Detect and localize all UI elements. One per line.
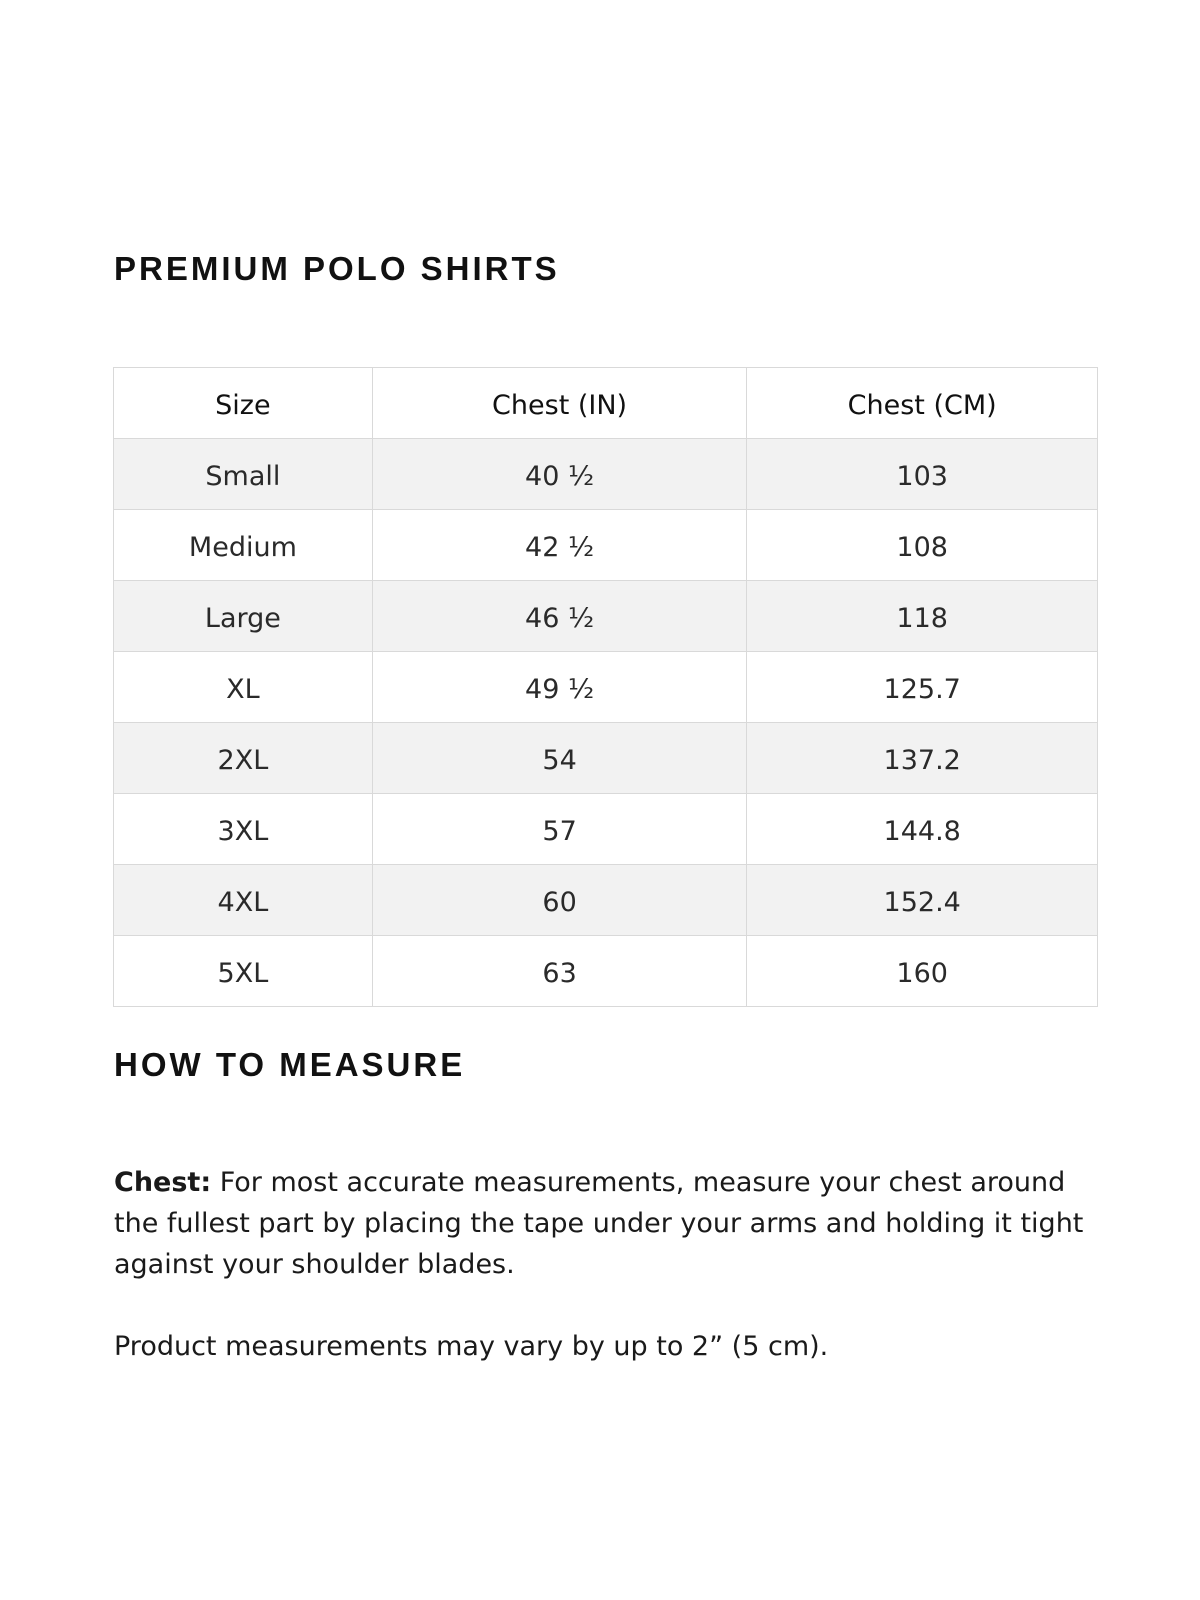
table-row [114,510,1098,581]
chest-in-cell: 40 ½ [372,439,747,510]
table-header-row [114,368,1098,439]
chest-cm-cell: 137.2 [747,723,1098,794]
chest-cm-cell: 152.4 [747,865,1098,936]
table-row [114,865,1098,936]
column-header-chest-cm: Chest (CM) [747,368,1098,439]
chest-in-cell: 54 [372,723,747,794]
column-header-size: Size [114,368,373,439]
table-row [114,794,1098,865]
chest-in-cell: 42 ½ [372,510,747,581]
chest-in-cell: 60 [372,865,747,936]
size-chart-table [113,367,1098,1007]
chest-instructions [114,1162,1104,1285]
table-row [114,439,1098,510]
size-cell: Small [114,439,373,510]
chest-label: Chest: [114,1167,212,1198]
table-row [114,723,1098,794]
chest-cm-cell: 144.8 [747,794,1098,865]
how-to-measure-heading: HOW TO MEASURE [114,1046,466,1083]
page-title: PREMIUM POLO SHIRTS [114,250,560,287]
table-row [114,581,1098,652]
chest-in-cell: 49 ½ [372,652,747,723]
table-row [114,936,1098,1007]
table-row [114,652,1098,723]
chest-cm-cell: 118 [747,581,1098,652]
chest-cm-cell: 108 [747,510,1098,581]
chest-cm-cell: 125.7 [747,652,1098,723]
size-cell: 5XL [114,936,373,1007]
size-cell: Medium [114,510,373,581]
chest-cm-cell: 103 [747,439,1098,510]
chest-in-cell: 57 [372,794,747,865]
chest-in-cell: 46 ½ [372,581,747,652]
size-cell: Large [114,581,373,652]
column-header-chest-in: Chest (IN) [372,368,747,439]
size-cell: 2XL [114,723,373,794]
chest-cm-cell: 160 [747,936,1098,1007]
chest-in-cell: 63 [372,936,747,1007]
size-cell: 3XL [114,794,373,865]
chest-instructions-text: For most accurate measurements, measure your chest around the fullest part by placing the tape under your arms and holding it tight against your shoulder blades. [114,1167,1084,1280]
measurement-variance-note: Product measurements may vary by up to 2” (5 cm). [114,1331,829,1362]
size-cell: XL [114,652,373,723]
size-cell: 4XL [114,865,373,936]
